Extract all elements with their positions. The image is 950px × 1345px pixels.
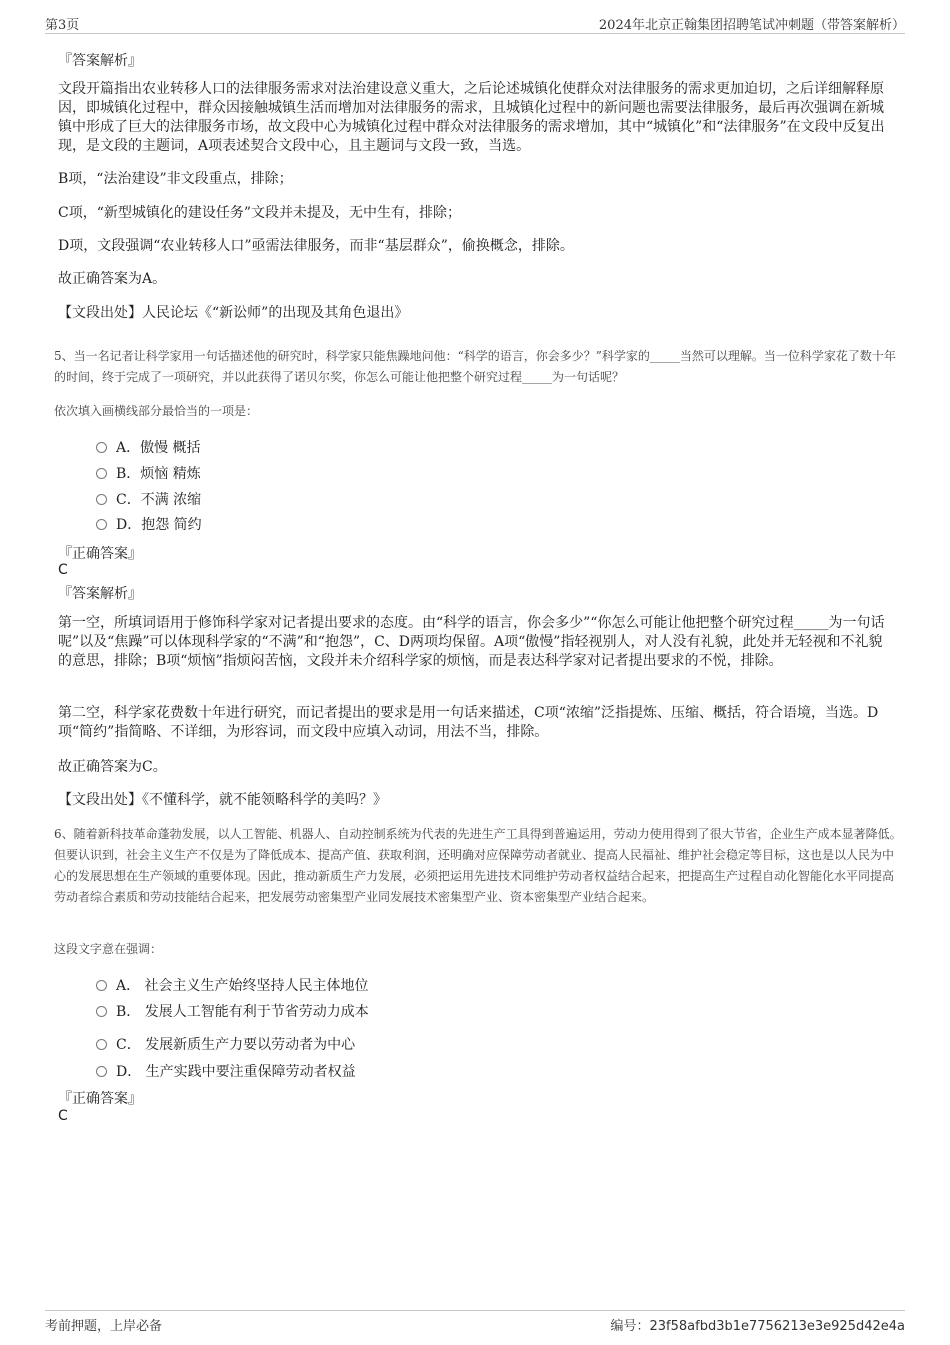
- radio-circle-icon[interactable]: [96, 980, 107, 991]
- radio-circle-icon[interactable]: [96, 468, 107, 479]
- q6-option-a-label: A． 社会主义生产始终坚持人民主体地位: [116, 978, 369, 994]
- q6-option-b[interactable]: [96, 1001, 369, 1021]
- footer-divider: [45, 1310, 905, 1311]
- document-title: 2024年北京正翰集团招聘笔试冲刺题（带答案解析）: [598, 18, 905, 33]
- q5-answer-label: 『正确答案』: [58, 546, 142, 562]
- q6-answer: C: [58, 1108, 68, 1124]
- q6-prompt: 这段文字意在强调：: [54, 942, 163, 956]
- q5-answer: C: [58, 562, 68, 578]
- q4-conclusion: 故正确答案为A。: [58, 271, 167, 287]
- q6-option-d[interactable]: [96, 1061, 356, 1081]
- q6-option-b-label: B． 发展人工智能有利于节省劳动力成本: [116, 1004, 369, 1020]
- q4-analysis-label: 『答案解析』: [58, 53, 142, 69]
- q6-stem: 6、随着新科技革命蓬勃发展，以人工智能、机器人、自动控制系统为代表的先进生产工具得到普遍运用，劳动力使用得到了很大节省，企业生产成本显著降低。但要认识到，社会主义生产不仅是为了降低成本、提高产值、获取利润，还明确对应保障劳动者就业、提高人民福祉、维护社会稳定等目标，这也是以人民为中心的发展思想在生产领域的重要体现。因此，推动新质生产力发展，必须把运用先进技术同维护劳动者权益结合起来，把提高生产过程自动化智能化水平同提高劳动者综合素质和劳动技能结合起来，把发展劳动密集型产业同发展技术密集型产业、资本密集型产业结合起来。: [54, 827, 902, 904]
- q6-answer-label: 『正确答案』: [58, 1091, 142, 1107]
- radio-circle-icon[interactable]: [96, 442, 107, 453]
- q6-option-c[interactable]: [96, 1034, 355, 1054]
- q5-option-b[interactable]: [96, 463, 201, 483]
- header-divider: [45, 33, 905, 34]
- page-number: 第3页: [45, 18, 80, 33]
- q4-analysis-paragraph: 文段开篇指出农业转移人口的法律服务需求对法治建设意义重大，之后论述城镇化使群众对法律服务的需求更加迫切，之后详细解释原因，即城镇化过程中，群众因接触城镇生活而增加对法律服务的需求，且城镇化过程中的新问题也需要法律服务，最后再次强调在新城镇中形成了巨大的法律服务市场，故文段中心为城镇化过程中群众对法律服务的需求增加，其中“城镇化”和“法律服务”在文段中反复出现，是文段的主题词，A项表述契合文段中心，且主题词与文段一致，当选。: [58, 81, 885, 154]
- q5-option-c-label: C．不满 浓缩: [116, 492, 202, 508]
- q6-option-a[interactable]: [96, 975, 369, 995]
- q5-conclusion: 故正确答案为C。: [58, 759, 167, 775]
- radio-circle-icon[interactable]: [96, 494, 107, 505]
- q5-analysis-blank1: 第一空，所填词语用于修饰科学家对记者提出要求的态度。由“科学的语言，你会多少”“你怎么可能让他把整个研究过程_____为一句话呢”以及“焦躁”可以体现科学家的“不满”和“抱怨”，C、D两项均保留。A项“傲慢”指轻视别人，对人没有礼貌，此处并无轻视和不礼貌的意思，排除；B项“烦恼”指烦闷苦恼，文段并未介绍科学家的烦恼，而是表达科学家对记者提出要求的不悦，排除。: [58, 615, 885, 669]
- q4-option-c-analysis: C项，“新型城镇化的建设任务”文段并未提及，无中生有，排除；: [58, 205, 462, 221]
- q5-option-a[interactable]: [96, 437, 201, 457]
- radio-circle-icon[interactable]: [96, 1006, 107, 1017]
- q4-source: 【文段出处】人民论坛《“新讼师”的出现及其角色退出》: [58, 305, 409, 321]
- q5-analysis-blank2: 第二空，科学家花费数十年进行研究，而记者提出的要求是用一句话来描述，C项“浓缩”泛指提炼、压缩、概括，符合语境，当选。D项“简约”指简略、不详细，为形容词，而文段中应填入动词，用法不当，排除。: [58, 705, 879, 740]
- radio-circle-icon[interactable]: [96, 1039, 107, 1050]
- q5-option-a-label: A．傲慢 概括: [116, 440, 201, 456]
- radio-circle-icon[interactable]: [96, 519, 107, 530]
- footer-slogan: 考前押题，上岸必备: [45, 1319, 163, 1334]
- q6-option-d-label: D． 生产实践中要注重保障劳动者权益: [116, 1064, 356, 1080]
- q5-option-d[interactable]: [96, 514, 202, 534]
- footer-serial-number: 编号：23f58afbd3b1e7756213e3e925d42e4a: [610, 1319, 905, 1334]
- q6-option-c-label: C． 发展新质生产力要以劳动者为中心: [116, 1037, 356, 1053]
- q5-option-c[interactable]: [96, 489, 201, 509]
- q4-option-d-analysis: D项，文段强调“农业转移人口”亟需法律服务，而非“基层群众”，偷换概念，排除。: [58, 238, 574, 254]
- q5-option-d-label: D．抱怨 简约: [116, 517, 202, 533]
- q5-source: 【文段出处】《不懂科学，就不能领略科学的美吗？》: [58, 792, 387, 808]
- q4-option-b-analysis: B项，“法治建设”非文段重点，排除；: [58, 171, 293, 187]
- q5-option-b-label: B．烦恼 精炼: [116, 466, 201, 482]
- radio-circle-icon[interactable]: [96, 1066, 107, 1077]
- q5-stem: 5、当一名记者让科学家用一句话描述他的研究时，科学家只能焦躁地问他：“科学的语言，你会多少？”科学家的_____当然可以理解。当一位科学家花了数十年的时间，终于完成了一项研究，并以此获得了诺贝尔奖，你怎么可能让他把整个研究过程_____为一句话呢？: [54, 349, 896, 384]
- q5-prompt: 依次填入画横线部分最恰当的一项是：: [54, 404, 259, 418]
- q5-analysis-label: 『答案解析』: [58, 586, 142, 602]
